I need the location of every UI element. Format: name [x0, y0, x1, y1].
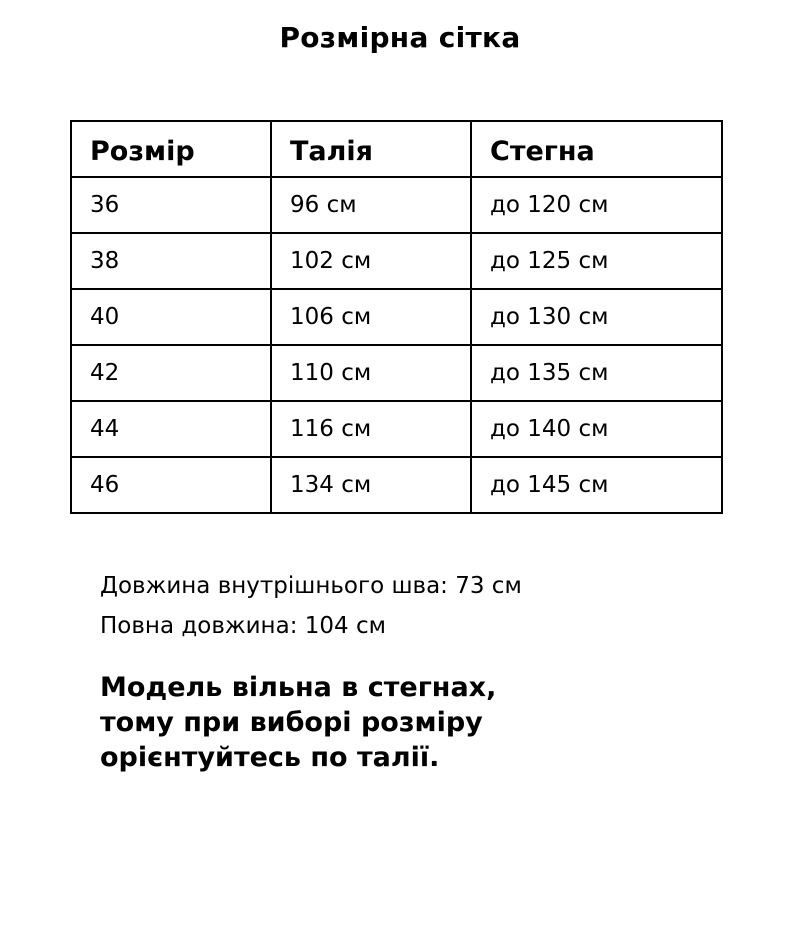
cell-waist: 96 см — [271, 177, 471, 233]
table-row — [71, 457, 722, 513]
table-row — [71, 177, 722, 233]
cell-hips: до 125 см — [471, 233, 722, 289]
cell-size: 44 — [71, 401, 271, 457]
full-length-text: Повна довжина: 104 см — [100, 613, 386, 639]
fit-note-line: тому при виборі розміру — [100, 707, 483, 738]
cell-size: 46 — [71, 457, 271, 513]
header-waist: Талія — [271, 121, 471, 177]
cell-waist: 106 см — [271, 289, 471, 345]
cell-size: 38 — [71, 233, 271, 289]
fit-note-line: орієнтуйтесь по талії. — [100, 742, 440, 773]
header-hips: Стегна — [471, 121, 722, 177]
table-row — [71, 401, 722, 457]
cell-waist: 110 см — [271, 345, 471, 401]
fit-note-line: Модель вільна в стегнах, — [100, 672, 497, 703]
size-chart-table — [70, 120, 723, 514]
table-header-row — [71, 121, 722, 177]
page-title: Розмірна сітка — [279, 21, 521, 54]
table-row — [71, 345, 722, 401]
table-row — [71, 233, 722, 289]
cell-size: 42 — [71, 345, 271, 401]
cell-waist: 116 см — [271, 401, 471, 457]
cell-hips: до 120 см — [471, 177, 722, 233]
cell-hips: до 135 см — [471, 345, 722, 401]
fit-note — [100, 670, 720, 775]
cell-hips: до 145 см — [471, 457, 722, 513]
cell-waist: 134 см — [271, 457, 471, 513]
cell-hips: до 130 см — [471, 289, 722, 345]
cell-hips: до 140 см — [471, 401, 722, 457]
table-row — [71, 289, 722, 345]
cell-size: 36 — [71, 177, 271, 233]
cell-waist: 102 см — [271, 233, 471, 289]
header-size: Розмір — [71, 121, 271, 177]
inseam-length-text: Довжина внутрішнього шва: 73 см — [100, 573, 522, 599]
cell-size: 40 — [71, 289, 271, 345]
